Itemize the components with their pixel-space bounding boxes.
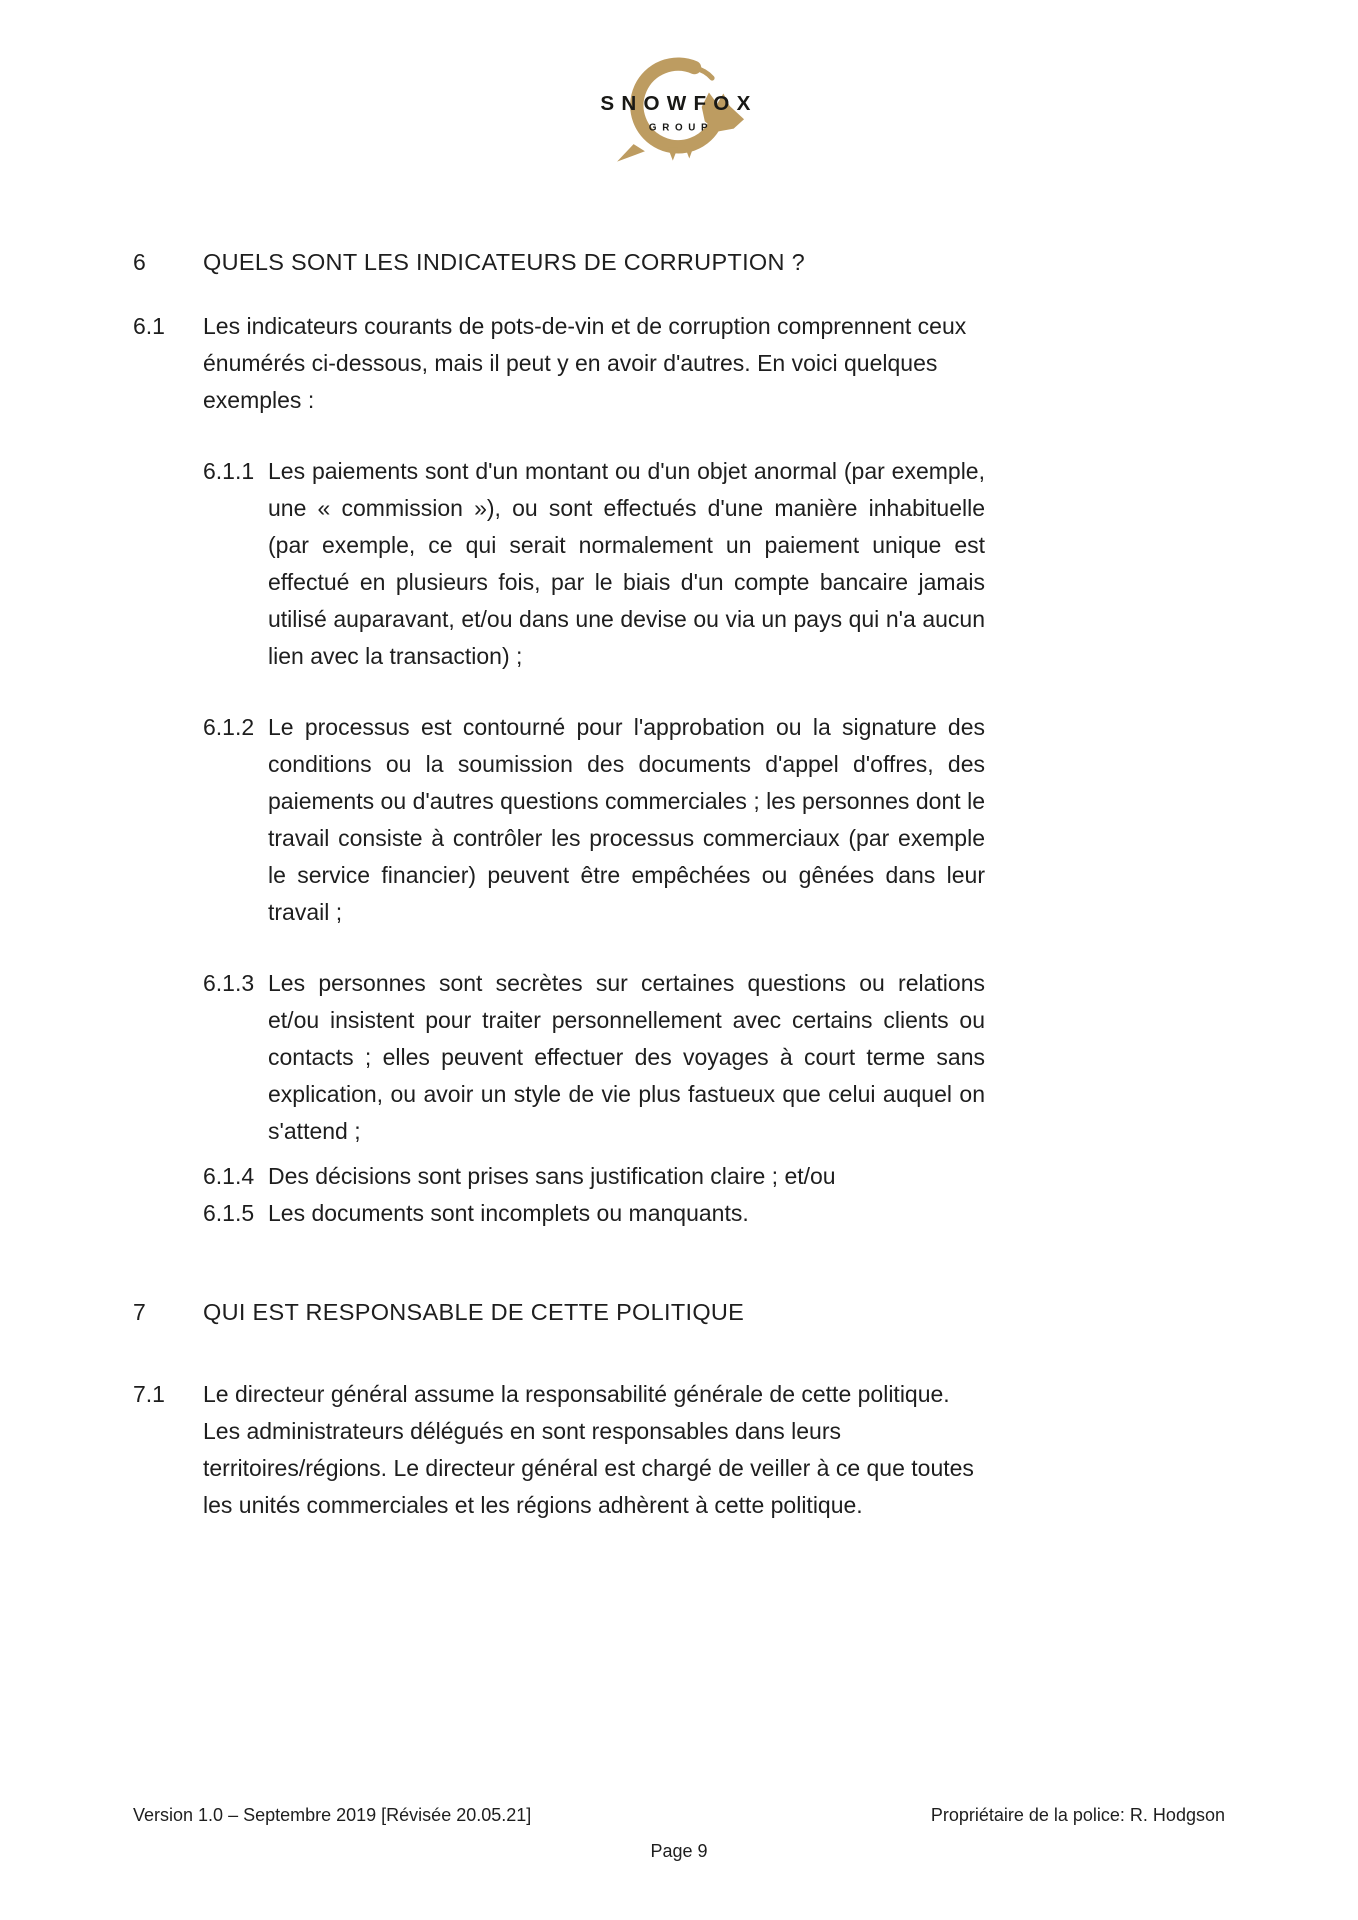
clause-number: 7.1 (133, 1381, 165, 1407)
clause-text: Les indicateurs courants de pots-de-vin et de corruption comprennent ceux énumérés ci-dessous, mais il peut y en avoir d'autres. En voici quelques exemples : (203, 313, 967, 413)
logo-group-text: GROUP (648, 122, 714, 134)
clause-6-1-1 (133, 453, 1225, 675)
section-7-heading (133, 1294, 1225, 1331)
section-6-heading (133, 244, 1225, 281)
fox-foot-icon (668, 147, 678, 160)
section-title: QUELS SONT LES INDICATEURS DE CORRUPTION ? (203, 249, 805, 275)
clause-text: Les personnes sont secrètes sur certaines questions ou relations et/ou insistent pour traiter personnellement avec certains clients ou contacts ; elles peuvent effectuer des voyages à court terme sans explication, ou avoir un style de vie plus fastueux que celui auquel on s'attend ; (268, 970, 985, 1144)
clause-text: Des décisions sont prises sans justification claire ; et/ou (268, 1163, 836, 1189)
footer-page-number: Page 9 (650, 1841, 708, 1861)
footer-version-text: Version 1.0 – Septembre 2019 [Révisée 20.05.21] (133, 1805, 532, 1825)
clause-6-1-2 (133, 709, 1225, 931)
clause-6-1-3 (133, 965, 1225, 1150)
clause-6-1 (133, 308, 1225, 419)
section-number: 6 (133, 249, 146, 275)
clause-text: Les paiements sont d'un montant ou d'un objet anormal (par exemple, une « commission »), ou sont effectués d'une manière inhabituelle (par exemple, ce qui serait normalement un paiement unique est effectué en plusieurs fois, par le biais d'un compte bancaire jamais utilisé auparavant, et/ou dans une devise ou via un pays qui n'a aucun lien avec la transaction) ; (268, 458, 985, 669)
clause-number: 6.1 (133, 313, 165, 339)
clause-7-1 (133, 1376, 1225, 1524)
clause-6-1-4 (133, 1158, 1225, 1195)
logo-brand-text: SNOWFOX (600, 92, 758, 115)
clause-number: 6.1.4 (203, 1163, 255, 1189)
section-number: 7 (133, 1299, 146, 1325)
clause-text: Les documents sont incomplets ou manquants. (268, 1200, 749, 1226)
clause-number: 6.1.2 (203, 714, 255, 740)
clause-6-1-5 (133, 1195, 1225, 1232)
logo (0, 46, 1358, 174)
document-body (133, 244, 1225, 1524)
fox-tail-icon (617, 144, 645, 162)
snowfox-logo-icon (564, 46, 794, 174)
page-footer (133, 1803, 1225, 1827)
section-title: QUI EST RESPONSABLE DE CETTE POLITIQUE (203, 1299, 745, 1325)
clause-number: 6.1.5 (203, 1200, 255, 1226)
clause-text: Le directeur général assume la responsabilité générale de cette politique. Les administrateurs délégués en sont responsables dans leurs territoires/régions. Le directeur général est chargé de veiller à ce que toutes les unités commerciales et les régions adhèrent à cette politique. (203, 1381, 974, 1518)
clause-number: 6.1.3 (203, 970, 255, 996)
clause-number: 6.1.1 (203, 458, 255, 484)
clause-text: Le processus est contourné pour l'approbation ou la signature des conditions ou la soumission des documents d'appel d'offres, des paiements ou d'autres questions commerciales ; les personnes dont le travail consiste à contrôler les processus commerciaux (par exemple le service financier) peuvent être empêchées ou gênées dans leur travail ; (268, 714, 985, 925)
footer-owner-text: Propriétaire de la police: R. Hodgson (930, 1805, 1225, 1825)
